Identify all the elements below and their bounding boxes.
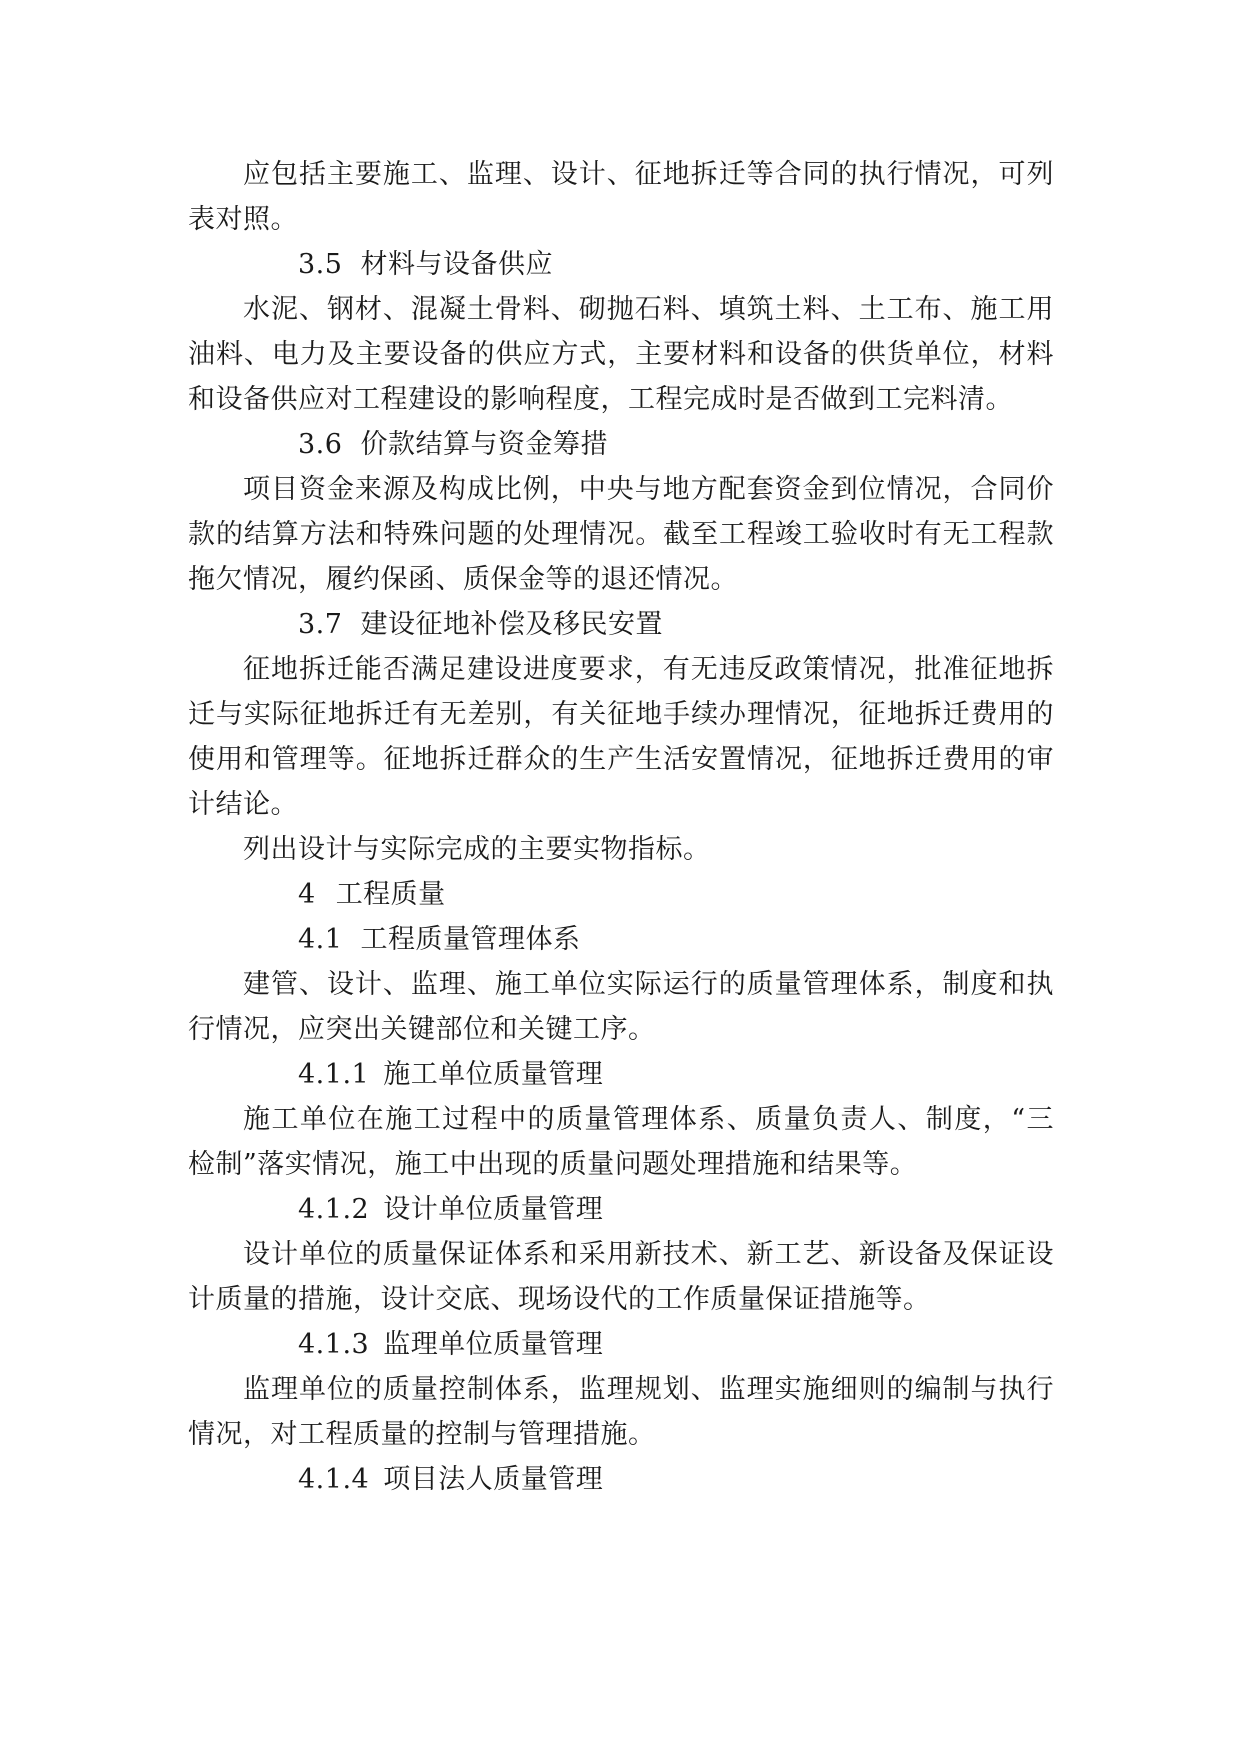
section-number: 4.1.1 xyxy=(298,1059,370,1090)
section-number: 4.1.2 xyxy=(298,1194,370,1225)
section-heading-4-1-4 xyxy=(188,1457,1054,1502)
paragraph: 列出设计与实际完成的主要实物指标。 xyxy=(243,834,711,865)
section-title: 设计单位质量管理 xyxy=(383,1194,604,1225)
section-number: 3.6 xyxy=(298,429,343,460)
paragraph: 征地拆迁能否满足建设进度要求，有无违反政策情况，批准征地拆迁与实际征地拆迁有无差别，有关征地手续办理情况，征地拆迁费用的使用和管理等。征地拆迁群众的生产生活安置情况，征地拆迁费用的审计结论。 xyxy=(188,654,1054,820)
paragraph: 设计单位的质量保证体系和采用新技术、新工艺、新设备及保证设计质量的措施，设计交底、现场设代的工作质量保证措施等。 xyxy=(188,1239,1054,1315)
section-number: 4.1 xyxy=(298,924,343,955)
section-heading-3-7 xyxy=(188,602,1054,647)
paragraph: 应包括主要施工、监理、设计、征地拆迁等合同的执行情况，可列表对照。 xyxy=(188,159,1054,235)
section-heading-4-1 xyxy=(188,917,1054,962)
section-heading-4-1-1 xyxy=(188,1052,1054,1097)
section-title: 项目法人质量管理 xyxy=(383,1464,604,1495)
section-heading-3-5 xyxy=(188,242,1054,287)
section-heading-4-1-2 xyxy=(188,1187,1054,1232)
paragraph: 施工单位在施工过程中的质量管理体系、质量负责人、制度，“三检制”落实情况，施工中出现的质量问题处理措施和结果等。 xyxy=(188,1104,1054,1180)
section-heading-4 xyxy=(188,872,1054,917)
section-title: 价款结算与资金筹措 xyxy=(360,429,608,460)
section-number: 3.5 xyxy=(298,249,343,280)
section-heading-3-6 xyxy=(188,422,1054,467)
section-number: 4.1.4 xyxy=(298,1464,370,1495)
document-body xyxy=(188,152,1054,1502)
section-title: 施工单位质量管理 xyxy=(383,1059,604,1090)
section-title: 材料与设备供应 xyxy=(360,249,553,280)
section-number: 3.7 xyxy=(298,609,343,640)
section-title: 监理单位质量管理 xyxy=(383,1329,604,1360)
section-title: 建设征地补偿及移民安置 xyxy=(360,609,663,640)
section-number: 4.1.3 xyxy=(298,1329,370,1360)
section-number: 4 xyxy=(298,879,316,910)
section-title: 工程质量 xyxy=(335,879,446,910)
paragraph: 项目资金来源及构成比例，中央与地方配套资金到位情况，合同价款的结算方法和特殊问题的处理情况。截至工程竣工验收时有无工程款拖欠情况，履约保函、质保金等的退还情况。 xyxy=(188,474,1054,595)
paragraph: 监理单位的质量控制体系，监理规划、监理实施细则的编制与执行情况，对工程质量的控制与管理措施。 xyxy=(188,1374,1054,1450)
section-heading-4-1-3 xyxy=(188,1322,1054,1367)
section-title: 工程质量管理体系 xyxy=(360,924,581,955)
paragraph: 水泥、钢材、混凝土骨料、砌抛石料、填筑土料、土工布、施工用油料、电力及主要设备的供应方式，主要材料和设备的供货单位，材料和设备供应对工程建设的影响程度，工程完成时是否做到工完料清。 xyxy=(188,294,1054,415)
paragraph: 建管、设计、监理、施工单位实际运行的质量管理体系，制度和执行情况，应突出关键部位和关键工序。 xyxy=(188,969,1054,1045)
